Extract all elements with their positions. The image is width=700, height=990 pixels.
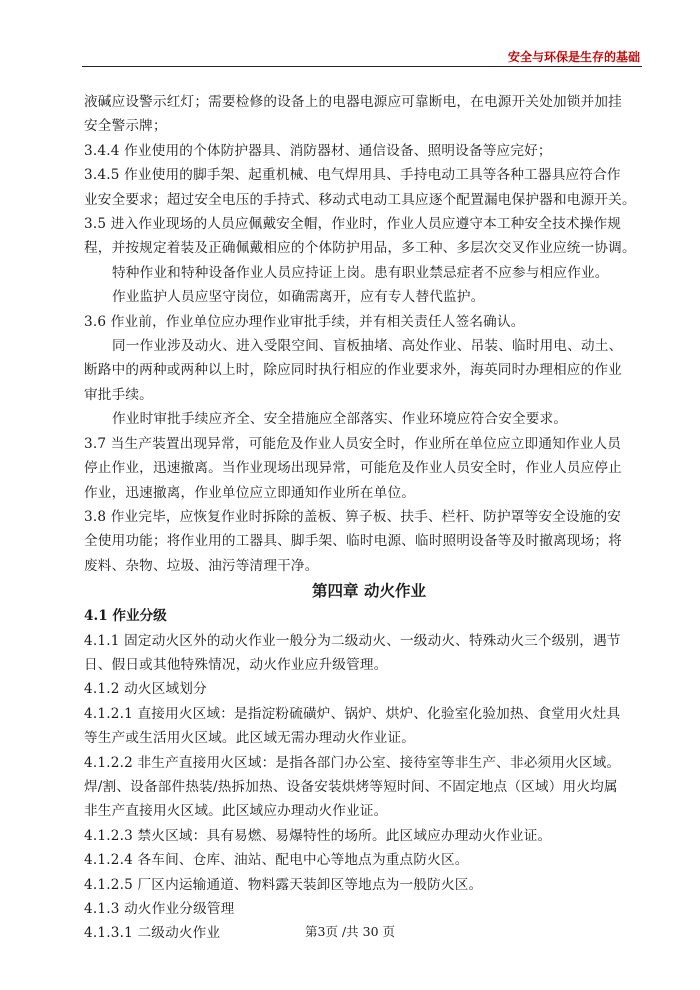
paragraph-line: 3.8 作业完毕，应恢复作业时拆除的盖板、箅子板、扶手、栏杆、防护罩等安全设施的安	[84, 508, 622, 525]
paragraph-line: 同一作业涉及动火、进入受限空间、盲板抽堵、高处作业、吊装、临时用电、动土、	[112, 338, 623, 355]
paragraph-line: 3.4.5 作业使用的脚手架、起重机械、电气焊用具、手持电动工具等各种工器具应符合作	[84, 167, 621, 184]
header-title: 安全与环保是生存的基础	[507, 50, 640, 64]
paragraph-line: 4.1.2.3 禁火区域：具有易燃、易爆特性的场所。此区域应办理动火作业证。	[84, 827, 552, 844]
paragraph-line: 作业监护人员应坚守岗位，如确需离开，应有专人替代监护。	[112, 289, 485, 306]
paragraph-line: 4.1.2.5 厂区内运输通道、物料露天装卸区等地点为一般防火区。	[84, 876, 483, 893]
page-number: 第3页 /共 30 页	[305, 924, 395, 939]
header-divider	[82, 66, 642, 67]
paragraph-line: 作业，迅速撤离，作业单位应立即通知作业所在单位。	[84, 484, 416, 501]
paragraph-line: 4.1.2.2 非生产直接用火区域：是指各部门办公室、接待室等非生产、非必须用火区域。	[84, 754, 621, 771]
paragraph-line: 特种作业和特种设备作业人员应持证上岗。患有职业禁忌症者不应参与相应作业。	[112, 264, 609, 281]
paragraph-line: 废料、杂物、垃圾、油污等清理干净。	[84, 557, 319, 574]
paragraph-line: 业安全要求；超过安全电压的手持式、移动式电动工具应逐个配置漏电保护器和电源开关。	[84, 191, 636, 208]
paragraph-line: 停止作业，迅速撤离。当作业现场出现异常，可能危及作业人员安全时，作业人员应停止	[84, 460, 622, 477]
paragraph-line: 3.4.4 作业使用的个体防护器具、消防器材、通信设备、照明设备等应完好；	[84, 142, 552, 159]
paragraph-line: 断路中的两种或两种以上时，除应同时执行相应的作业要求外，海英同时办理相应的作业	[84, 362, 622, 379]
paragraph-line: 3.6 作业前，作业单位应办理作业审批手续，并有相关责任人签名确认。	[84, 313, 525, 330]
chapter-heading: 第四章 动火作业	[312, 581, 426, 601]
paragraph-line: 4.1.2.4 各车间、仓库、油站、配电中心等地点为重点防火区。	[84, 852, 469, 869]
paragraph-line: 液碱应设警示红灯；需要检修的设备上的电器电源应可靠断电，在电源开关处加锁并加挂	[84, 94, 622, 110]
paragraph-line: 4.1.2.1 直接用火区域：是指淀粉硫磺炉、锅炉、烘炉、化验室化验加热、食堂用火灶具	[84, 705, 621, 722]
paragraph-line: 等生产或生活用火区域。此区域无需办理动火作业证。	[84, 730, 416, 747]
paragraph-line: 审批手续。	[84, 386, 153, 403]
paragraph-line: 3.7 当生产装置出现异常，可能危及作业人员安全时，作业所在单位应立即通知作业人员	[84, 435, 622, 452]
paragraph-line: 作业时审批手续应齐全、安全措施应全部落实、作业环境应符合安全要求。	[112, 411, 568, 428]
paragraph-line: 4.1.1 固定动火区外的动火作业一般分为二级动火、一级动火、特殊动火三个级别，遇节	[84, 632, 621, 649]
document-body	[84, 90, 644, 946]
paragraph-line: 4.1.2 动火区域划分	[84, 681, 207, 698]
paragraph-line: 程，并按规定着装及正确佩戴相应的个体防护用品，多工种、多层次交叉作业应统一协调。	[84, 240, 636, 257]
paragraph-line: 焊/割、设备部件热装/热拆加热、设备安装烘烤等短时间、不固定地点（区域）用火均属	[84, 778, 618, 795]
paragraph-line: 4.1.3 动火作业分级管理	[84, 901, 235, 917]
paragraph-line: 日、假日或其他特殊情况，动火作业应升级管理。	[84, 656, 388, 673]
paragraph-line: 4.1.3.1 二级动火作业	[84, 925, 221, 942]
paragraph-line: 安全警示牌；	[84, 118, 167, 135]
paragraph-line: 非生产直接用火区域。此区域应办理动火作业证。	[84, 803, 388, 820]
section-heading: 4.1 作业分级	[84, 608, 167, 625]
paragraph-line: 全使用功能；将作业用的工器具、脚手架、临时电源、临时照明设备等及时撤离现场；将	[84, 533, 622, 550]
paragraph-line: 3.5 进入作业现场的人员应佩戴安全帽，作业时，作业人员应遵守本工种安全技术操作规	[84, 216, 622, 233]
